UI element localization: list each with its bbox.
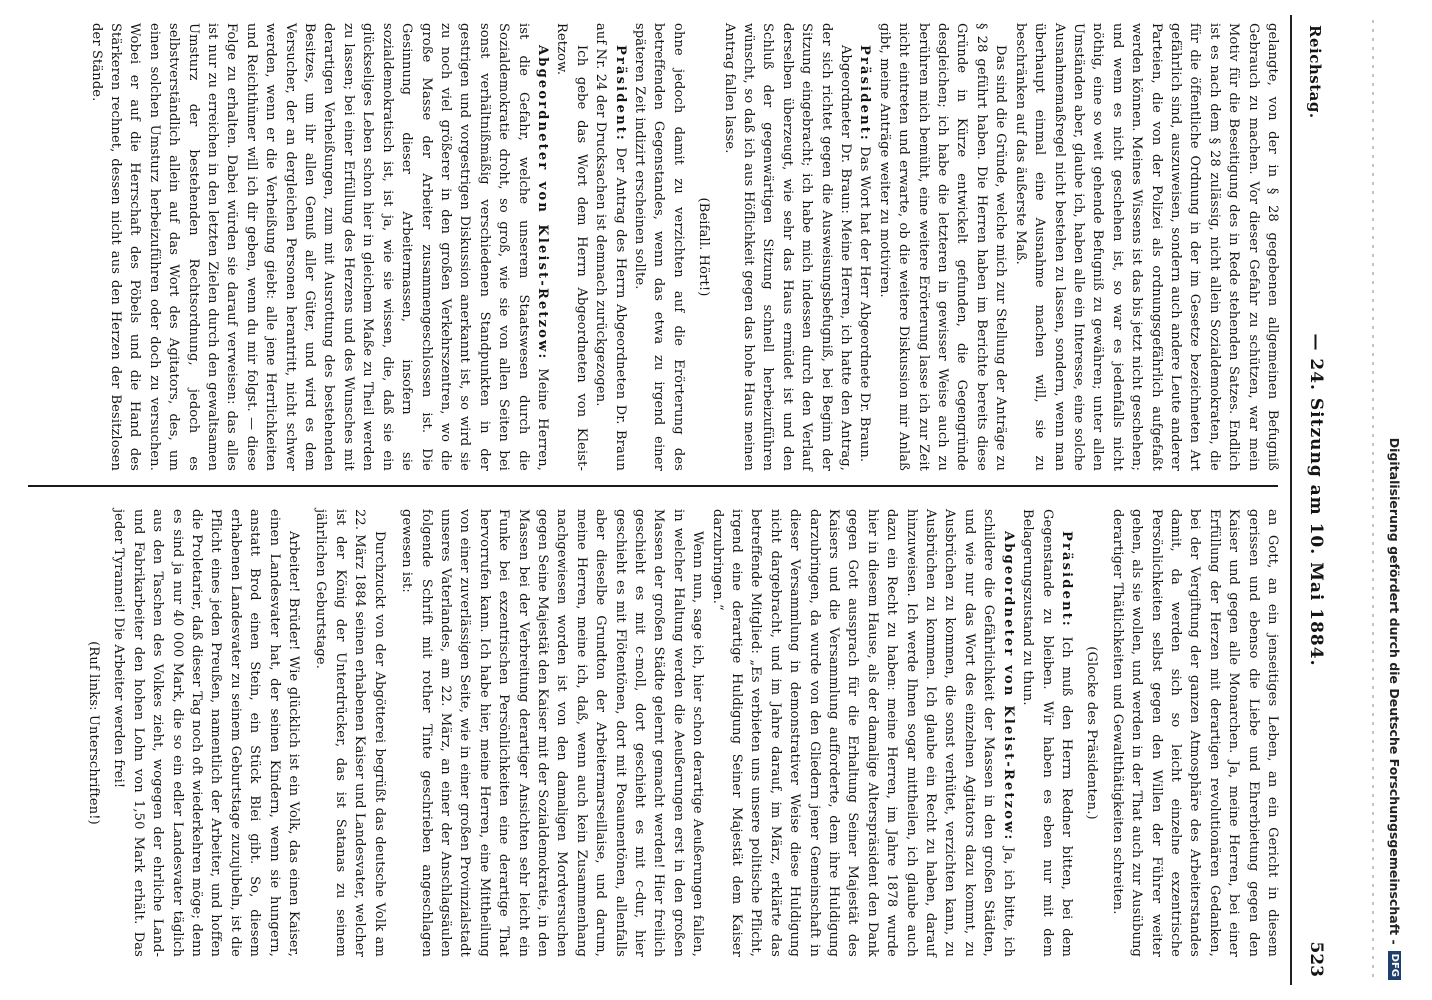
paragraph: [707, 509, 1018, 957]
speaker-name: Präsident:: [857, 45, 873, 142]
paragraph-text: an Gott, an ein jenseitiges Leben, an ein Gericht in diesem gerissen und ebenso die Liebe und Ehrerbietung gegen den Kaiser und gegen alle Monarchen. Ja, meine Herren, bei einer Erfüllung der Herzen mit derartigen revolutionären Gedanken, bei der Vergiftung der ganzen Atmosphäre des Arbeiterstandes damit, da werden sich so leicht einzelne exzentrische Persönlichkeiten selbst gegen den Willen der Führer weiter gehen, als sie wollen, und werden in der That auch zur Ausübung derartiger Thätlichkeiten und Gewaltthätigkeiten schreiten.: [1109, 509, 1280, 957]
paragraph: [630, 23, 688, 471]
paragraph-text: Wenn nun, sage ich, hier schon derartige Aeußerungen fallen, in welcher Haltung werden die Aeußerungen erst in den großen Massen der großen Städte gelernt gemacht werden! Hier freilich geschieht es mit c-moll, dort geschieht es mit c-dur, hier geschieht es mit Flötentönen, dort mit Posaunentönen, allenfalls aber dieselbe Grundton der Arbeitermarseillaise, und darum, meine Herren, meine ich, daß, wenn auch kein Zusammenhang nachgewiesen worden ist von den damaligen Mordversuchen gegen Seine Majestät den Kaiser mit der Sozialdemokratie, in den Massen bei der Verbreitung derartiger Ansichten sehr leicht ein Funke bei exzentrischen Persönlichkeiten eine derartige That hervorrufen kann. Ich habe hier, meine Herren, eine Mittheilung von einer zuverlässigen Seite, wie in einer großen Provinzialstadt unseres Vaterlandes, am 22. März, an einer der Anschlagsäulen folgende Schrift mit rother Tinte geschrieben angeschlagen gewesen ist:: [399, 509, 706, 957]
paragraph-text: (Glocke des Präsidenten.): [1084, 646, 1100, 820]
paragraph: [855, 23, 874, 471]
scan-edge: [1372, 20, 1374, 980]
paragraph: [552, 23, 591, 471]
paragraph-text: Abgeordneter Dr. Braun: Meine Herren, ich hatte den Antrag, der sich richtet gegen die Ausweisungsbefugniß, bei Beginn der Sitzung eingebracht; ich habe mich indessen durch den Verlauf derselben überzeugt, wie sehr das Haus ermüdet ist und den Schluß der gegenwärtigen Sitzung schnell herbeizuführen wünscht, so daß ich aus Höflichkeit gegen das hohe Haus meinen Antrag fallen lasse.: [721, 23, 854, 471]
paragraph-text: ohne jedoch damit zu verzichten auf die Erörterung des betreffenden Gegenstandes, wenn das etwa zu irgend einer späteren Zeit indizirt erscheinen sollte.: [632, 23, 686, 471]
paragraph-text: Ich muß den Herrn Redner bitten, bei dem Gegenstande zu bleiben. Wir haben es eben nur mit dem Belagerungszustand zu thun.: [1020, 509, 1074, 957]
paragraph: [1082, 509, 1101, 957]
credit-text: Digitalisierung gefördert durch die Deutsche Forschungsgemeinschaft -: [1387, 437, 1403, 945]
paragraph: [874, 23, 1010, 471]
speaker-name: Präsident:: [1058, 531, 1074, 628]
page-number: 523: [1306, 941, 1326, 977]
right-column: [78, 509, 1282, 957]
header-left: Reichstag.: [1306, 25, 1324, 119]
page-header: [1290, 15, 1340, 985]
left-column: [86, 23, 1282, 471]
paragraph-text: Meine Herren, ist die Gefahr, welche unserem Staatswesen durch die Sozialdemokratie droht, so groß, wie sie von allen Seiten bei sonst verhältnißmäßig verschiedenen Standpunkten in der gestrigen und vorgestrigen Diskussion anerkannt ist, so wird sie zu noch viel größerer in den großen Verkehrszentren, wo die große Masse der Arbeiter zusammengeschlossen ist. Die Gesinnung dieser Arbeitermassen, insofern sie sozialdemokratisch ist, ist ja, wie sie wissen, die, daß sie ein glückseliges Leben schon hier in gleichem Maße zu Theil werden zu lassen; bei einer Erfüllung des Herzens und des Wunsches mit derartigen Verheißungen, zum mit Ausrottung des bestehenden Besitzes, um ihr allen Genuß aller Güter, und wird es dem Versucher, der an dergleichen Personen herantritt, nicht schwer werden, wenn er die Verheißung giebt: alle jene Herrlichkeiten und Reichthümer will ich dir geben, wenn du mir folgst. — diese Folge zu erhalten. Dabei würden sie darauf verweisen: das alles ist nur zu erreichen in den letzten Zielen durch den gewaltsamen Umsturz der bestehenden Rechtsordnung, jedoch es selbstverständlich allein auf das Wort des Agitators, des, um einen solchen Umsturz herbeizuführen oder doch zu versuchen. Wobei er auf die Herrschaft des Pöbels und die Hand des Stärkeren rechnet, dessen nicht aus den Herzen der Besitzlosen der Stände.: [88, 23, 550, 472]
speaker-name: Abgeordneter von Kleist-Retzow:: [1000, 531, 1016, 842]
paragraph: [109, 509, 303, 957]
paragraph: [1018, 509, 1076, 957]
paragraph-text: Das sind die Gründe, welche mich zur Stellung der Anträge zu § 28 geführt haben. Die Herren haben im Berichte bereits diese Gründe in Kürze entwickelt gefunden, die Gegengründe desgleichen; ich habe die letzteren in gewisser Weise auch zu berühren mich bemüht, eine weitere Erörterung lasse ich zur Zeit nicht eintreten und erwarte, ob die weitere Diskussion mir Anlaß gibt, meine Anträge weiter zu motiviren.: [876, 23, 1009, 471]
header-title: — 24. Sitzung am 10. Mai 1884.: [1306, 333, 1326, 667]
paragraph: [84, 509, 103, 957]
paragraph-text: Der Antrag des Herrn Abgeordneten Dr. Braun auf Nr. 24 der Drucksachen ist demnach zurückgezogen.: [593, 23, 628, 471]
paragraph-text: Ich gebe das Wort dem Herrn Abgeordneten von Kleist-Retzow.: [554, 23, 589, 471]
paragraph-text: Das Wort hat der Herr Abgeordnete Dr. Braun.: [857, 146, 873, 463]
speaker-name: Präsident:: [612, 45, 628, 142]
paragraph-text: (Beifall. Hört!): [696, 197, 712, 297]
paragraph: [1010, 23, 1282, 471]
paragraph-text: gelangte, von der in § 28 gegebenen allgemeinen Befugniß Gebrauch zu machen. Vor dieser Gefahr zu schützen, war mein Motiv für die Beseitigung des in Rede stehenden Satzes. Endlich ist es nach dem § 28 zulässig, nicht allein Sozialdemokraten, die für die öffentliche Ordnung in der im Gesetze bezeichneten Art gefährlich sind, auszuweisen, sondern auch andere Leute anderer Parteien, die von der Polizei als ordnungsgefährlich aufgefaßt werden können. Meines Wissens ist das bis jetzt nicht geschehen; und wenn es nicht geschehen ist, so war es jedenfalls nicht nöthig, eine so weit gehende Befugniß zu gewähren; unter allen Umständen aber, glaube ich, haben alle ein Interesse, eine solche Ausnahmemaßregel nicht bestehen zu lassen, sondern, wenn man überhaupt einmal eine Ausnahme machen will, sie zu beschränken auf das äußerste Maß.: [1012, 23, 1280, 471]
paragraph: [311, 509, 389, 957]
paragraph-text: Arbeiter! Brüder! Wie glücklich ist ein Volk, das einen Kaiser, einen Landesvater hat, der seinen Kindern, wenn sie hungern, anstatt Brod einen Stein, ein Stück Blei gibt. So, diesem erhabenen Landesvater zu seinem Geburtstage zuzujubeln, ist die Pflicht eines jeden Preußen, namentlich der Arbeiter, und hoffen die Proletarier, daß dieser Tag noch oft wiederkehren möge; denn es sind ja nur 40 000 Mark, die so ein edler Landesvater täglich aus den Taschen des Volkes zieht, wogegen der ehrliche Land- und Fabrikarbeiter den hohen Lohn von 1,50 Mark erhält. Das jeder Tyrannei! Die Arbeiter werden frei!: [111, 509, 302, 957]
paragraph: [694, 23, 713, 471]
paragraph: [397, 509, 708, 957]
paragraph-text: Ja, ich bitte, ich schildere die Gefährlichkeit der Massen in den großen Städten, und wie nur das Wort des einzelnen Agitators dazu kommt, zu Ausbrüchen zu kommen, die sonst verhütet, verzichten kann, zu Ausbrüchen zu kommen. Ich glaube ein Recht zu haben, darauf hinzuweisen. Ich werde Ihnen sogar mittheilen, ich glaube auch dazu ein Recht zu haben: meine Herren, im Jahre 1878 wurde hier in diesem Hause, als der damalige Alterspräsident den Dank gegen Gott aussprach für die Erhaltung Seiner Majestät des Kaisers und die Versammlung aufforderte, dem ihre Huldigung darzubringen, da wurde von den Gliedern jener Gemeinschaft in dieser Versammlung in demonstrativer Weise diese Huldigung nicht dargebracht, und im Jahre darauf, im März, erklärte das betreffende Mitglied: „Es verbieten uns unsere politische Pflicht, irgend eine derartige Huldigung Seiner Majestät dem Kaiser darzubringen.“: [709, 509, 1016, 957]
paragraph: [591, 23, 630, 471]
rotated-page: [12, 15, 1340, 985]
paragraph: [86, 23, 552, 471]
paragraph-text: Durchzuckt von der Abgötterei begrüßt das deutsche Volk am 22. März 1884 seinen erhabenen Kaiser und Landesvater, welcher ist der König der Unterdrücker, das ist Satanas zu seinem jährlichen Geburtstage.: [313, 509, 387, 957]
digitization-credit: [1380, 20, 1420, 980]
paragraph-text: (Ruf links: Unterschriften!): [86, 641, 102, 825]
dfg-logo: DFG: [1389, 951, 1402, 980]
speaker-name: Abgeordneter von Kleist-Retzow:: [534, 45, 550, 361]
paragraph: [719, 23, 855, 471]
column-divider: [28, 485, 1278, 487]
paragraph: [1107, 509, 1282, 957]
